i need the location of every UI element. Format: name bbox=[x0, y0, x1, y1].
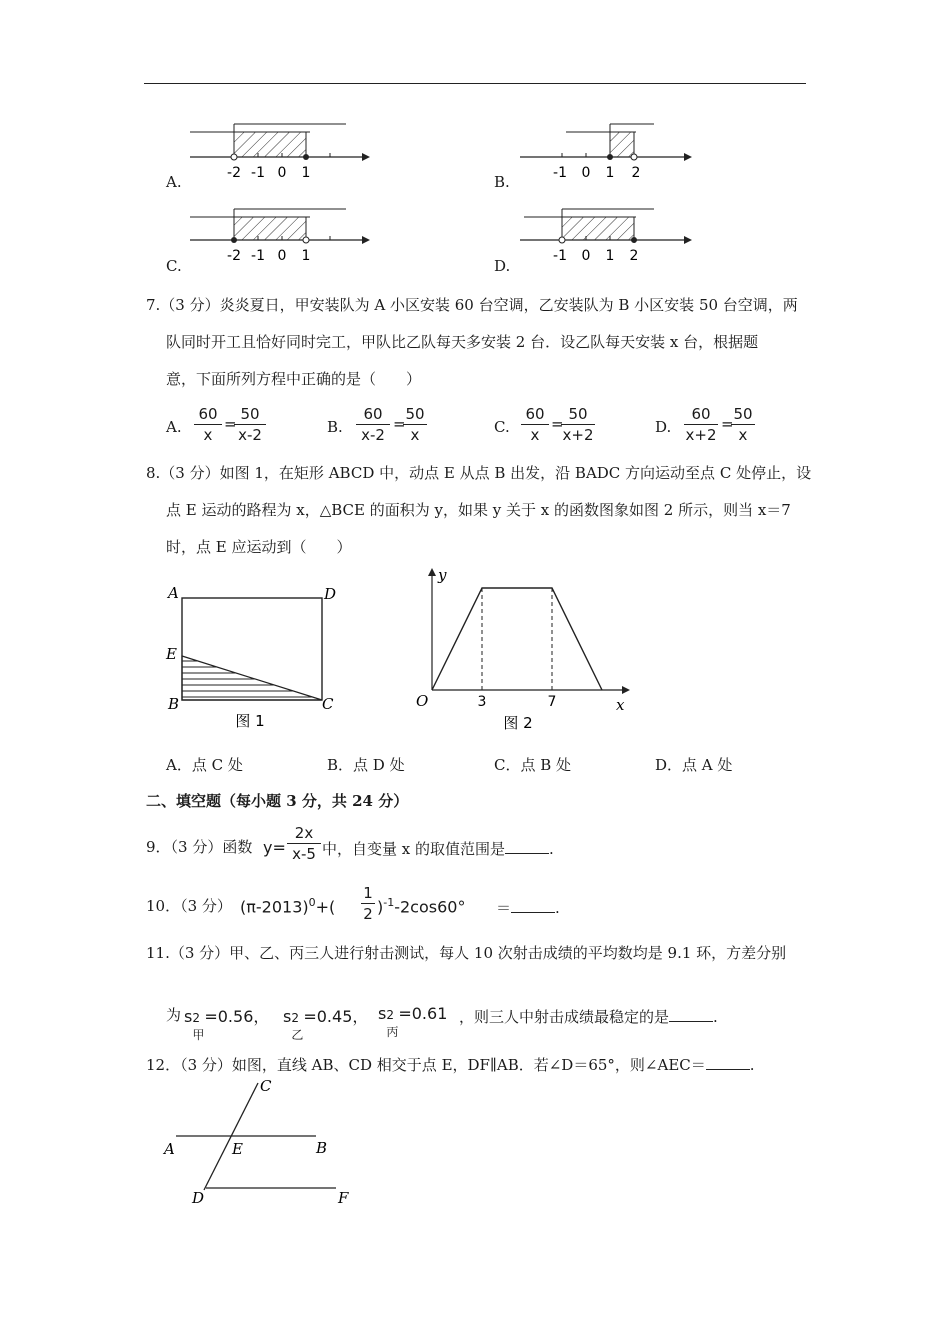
q9-prefix: 9．（3 分）函数 bbox=[146, 838, 253, 856]
tick: 1 bbox=[301, 248, 311, 264]
fig2-tick-7: 7 bbox=[547, 694, 557, 710]
q7-option-a-letter: A. bbox=[166, 418, 182, 436]
q6-option-d-numberline bbox=[520, 201, 700, 269]
fig2-y-label: y bbox=[438, 566, 447, 584]
q9-answer-blank[interactable] bbox=[505, 837, 549, 854]
q7-option-d-right-fraction: 50 x bbox=[731, 405, 755, 444]
fig1-label-c: C bbox=[322, 695, 334, 713]
tick: -1 bbox=[251, 165, 265, 181]
q8-option-c: C．点 B 处 bbox=[494, 756, 572, 774]
q7-option-a-left-fraction: 60 x bbox=[194, 405, 222, 444]
q11-variance-jia: s 2 甲 =0.56， bbox=[184, 1007, 270, 1042]
q6-option-a-numberline bbox=[190, 118, 370, 186]
fig2-x-label: x bbox=[616, 696, 625, 714]
fig2-tick-3: 3 bbox=[477, 694, 487, 710]
fig2-caption: 图 2 bbox=[503, 714, 533, 732]
tick: -2 bbox=[227, 165, 241, 181]
q6-option-b-numberline bbox=[520, 118, 700, 186]
q9-y-equals: y= bbox=[263, 838, 286, 857]
q8-option-a: A．点 C 处 bbox=[166, 756, 243, 774]
q12-figure bbox=[160, 1075, 360, 1210]
fig1-label-e: E bbox=[166, 645, 177, 663]
fig2-origin: O bbox=[416, 692, 429, 710]
q8-figure-2 bbox=[400, 564, 632, 734]
q7-option-c-right-fraction: 50 x+2 bbox=[562, 405, 594, 444]
q10-expression: $(\pi-2013)^0+$( bbox=[240, 896, 336, 917]
q7-option-a-right-fraction: 50 x-2 bbox=[234, 405, 266, 444]
q8-line-3: 时，点 E 应运动到（ ） bbox=[166, 538, 352, 556]
q7-option-c-left-fraction: 60 x bbox=[521, 405, 549, 444]
tick: -1 bbox=[553, 248, 567, 264]
q11-line-1: 11.（3 分）甲、乙、丙三人进行射击测试，每人 10 次射击成绩的平均数均是 9.1 环，方差分别 bbox=[146, 944, 787, 962]
tick: -1 bbox=[553, 165, 567, 181]
q7-option-b-right-fraction: 50 x bbox=[403, 405, 427, 444]
q12-label-b: B bbox=[316, 1139, 328, 1157]
fig1-label-d: D bbox=[324, 585, 337, 603]
tick: 0 bbox=[581, 248, 591, 264]
q8-option-b: B．点 D 处 bbox=[327, 756, 405, 774]
tick: 1 bbox=[605, 165, 615, 181]
q7-line-2: 队同时开工且恰好同时完工，甲队比乙队每天多安装 2 台．设乙队每天安装 x 台，根据题 bbox=[166, 333, 759, 351]
q7-option-c-letter: C. bbox=[494, 418, 510, 436]
q11-variance-yi: s 2 乙 =0.45， bbox=[283, 1007, 369, 1042]
q12-text: 12．（3 分）如图，直线 AB、CD 相交于点 E，DF∥AB．若∠D＝65°，则∠AEC＝ . bbox=[146, 1053, 755, 1075]
q8-option-d: D．点 A 处 bbox=[655, 756, 733, 774]
q8-line-2: 点 E 运动的路程为 x，△BCE 的面积为 y，如果 y 关于 x 的函数图象如图 2 所示，则当 x＝7 bbox=[166, 501, 791, 519]
q7-option-d-left-fraction: 60 x+2 bbox=[685, 405, 717, 444]
section-2-heading: 二、填空题（每小题 3 分，共 24 分） bbox=[146, 792, 409, 810]
q7-option-b-left-fraction: 60 x-2 bbox=[356, 405, 390, 444]
q10-expression-tail: )$^{-1}$-2cos60° bbox=[377, 896, 466, 917]
header-rule bbox=[144, 83, 806, 84]
q6-option-c-letter: C. bbox=[166, 257, 182, 275]
q12-label-a: A bbox=[164, 1140, 175, 1158]
q7-line-1: 7.（3 分）炎炎夏日，甲安装队为 A 小区安装 60 台空调，乙安装队为 B 小区安装 50 台空调，两 bbox=[146, 296, 798, 314]
equals-sign: = bbox=[393, 415, 406, 433]
tick: 0 bbox=[277, 165, 287, 181]
q12-answer-blank[interactable] bbox=[706, 1053, 750, 1070]
q6-option-d-letter: D. bbox=[494, 257, 511, 275]
q11-variance-bing: s 2 丙 =0.61 bbox=[378, 1004, 448, 1039]
q6-option-a-letter: A. bbox=[166, 173, 182, 191]
tick: -2 bbox=[227, 248, 241, 264]
tick: -1 bbox=[251, 248, 265, 264]
tick: 1 bbox=[605, 248, 615, 264]
tick: 2 bbox=[631, 165, 641, 181]
q12-label-f: F bbox=[338, 1189, 349, 1207]
q11-line-2: 为 bbox=[166, 1006, 182, 1024]
q8-figure-1 bbox=[160, 580, 350, 732]
equals-sign: = bbox=[721, 415, 734, 433]
equals-sign: = bbox=[551, 415, 564, 433]
q10-fraction: 1 2 bbox=[361, 884, 375, 923]
tick: 0 bbox=[277, 248, 287, 264]
q7-option-b-letter: B. bbox=[327, 418, 343, 436]
tick: 2 bbox=[629, 248, 639, 264]
tick: 0 bbox=[581, 165, 591, 181]
q6-option-c-numberline bbox=[190, 201, 370, 269]
equals-sign: = bbox=[224, 415, 237, 433]
q12-label-e: E bbox=[232, 1140, 243, 1158]
q11-tail: ，则三人中射击成绩最稳定的是 . bbox=[459, 1005, 718, 1027]
q6-option-b-letter: B. bbox=[494, 173, 510, 191]
q9-suffix: 中，自变量 x 的取值范围是 . bbox=[322, 837, 554, 859]
fig1-caption: 图 1 bbox=[235, 712, 265, 730]
tick: 1 bbox=[301, 165, 311, 181]
fig1-label-b: B bbox=[168, 695, 180, 713]
q12-label-c: C bbox=[260, 1077, 272, 1095]
q10-answer-blank[interactable] bbox=[511, 896, 555, 913]
q10-answer: ＝ . bbox=[496, 896, 560, 918]
q9-fraction: 2x x-5 bbox=[287, 824, 321, 863]
q8-line-1: 8.（3 分）如图 1，在矩形 ABCD 中，动点 E 从点 B 出发，沿 BADC 方向运动至点 C 处停止，设 bbox=[146, 464, 812, 482]
fig1-label-a: A bbox=[168, 584, 179, 602]
q12-label-d: D bbox=[192, 1189, 205, 1207]
q10-prefix: 10．（3 分） bbox=[146, 897, 232, 915]
q7-line-3: 意，下面所列方程中正确的是（ ） bbox=[166, 370, 422, 388]
q7-option-d-letter: D. bbox=[655, 418, 672, 436]
q11-answer-blank[interactable] bbox=[669, 1005, 713, 1022]
